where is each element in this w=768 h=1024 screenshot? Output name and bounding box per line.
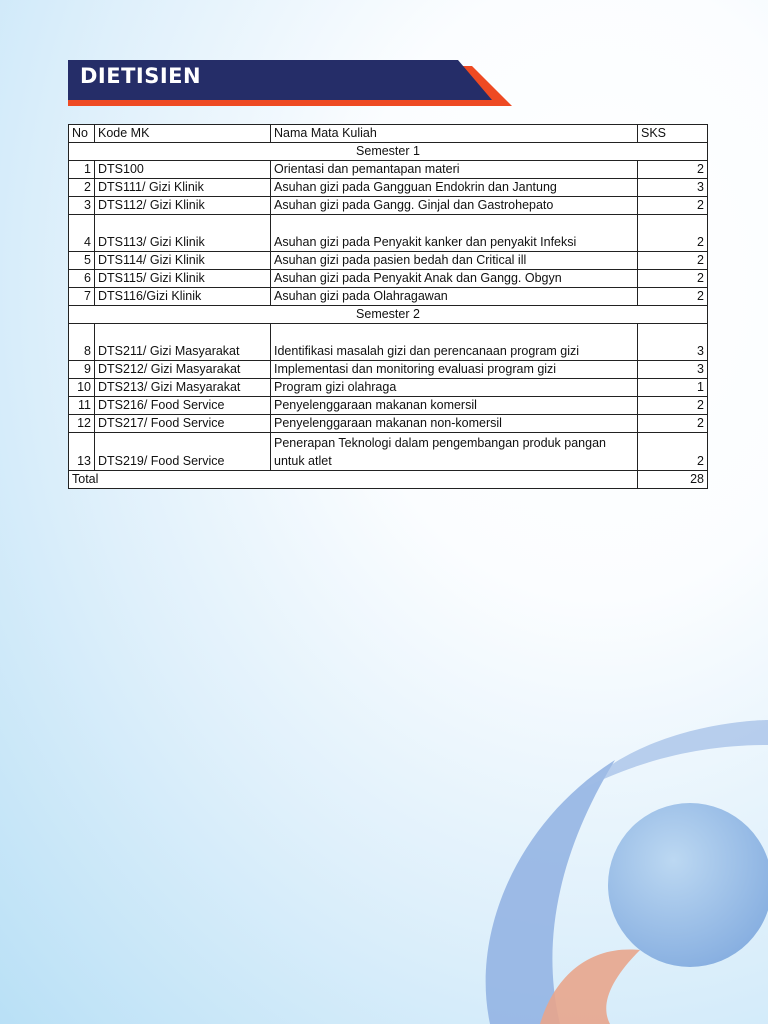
cell-no: 1 <box>69 161 95 179</box>
table-row <box>69 379 708 397</box>
cell-nama: Asuhan gizi pada Gangguan Endokrin dan Jantung <box>271 179 638 197</box>
cell-kode: DTS212/ Gizi Masyarakat <box>95 361 271 379</box>
column-header-kode: Kode MK <box>95 125 271 143</box>
cell-kode: DTS219/ Food Service <box>95 433 271 471</box>
column-header-nama: Nama Mata Kuliah <box>271 125 638 143</box>
table-row <box>69 215 708 252</box>
cell-sks: 2 <box>638 415 708 433</box>
cell-kode: DTS100 <box>95 161 271 179</box>
table-row <box>69 179 708 197</box>
course-table <box>68 124 708 489</box>
cell-nama: Identifikasi masalah gizi dan perencanaan program gizi <box>271 324 638 361</box>
cell-nama: Asuhan gizi pada pasien bedah dan Critical ill <box>271 252 638 270</box>
cell-sks: 2 <box>638 215 708 252</box>
cell-nama: Implementasi dan monitoring evaluasi program gizi <box>271 361 638 379</box>
cell-sks: 2 <box>638 397 708 415</box>
table-row <box>69 361 708 379</box>
cell-nama: Asuhan gizi pada Gangg. Ginjal dan Gastrohepato <box>271 197 638 215</box>
cell-kode: DTS115/ Gizi Klinik <box>95 270 271 288</box>
cell-nama: Penerapan Teknologi dalam pengembangan produk pangan untuk atlet <box>271 433 638 471</box>
cell-kode: DTS114/ Gizi Klinik <box>95 252 271 270</box>
semester-2-label: Semester 2 <box>69 306 708 324</box>
total-sks: 28 <box>638 471 708 489</box>
cell-kode: DTS216/ Food Service <box>95 397 271 415</box>
cell-no: 13 <box>69 433 95 471</box>
total-label: Total <box>69 471 638 489</box>
cell-no: 3 <box>69 197 95 215</box>
cell-kode: DTS217/ Food Service <box>95 415 271 433</box>
table-row <box>69 252 708 270</box>
cell-kode: DTS113/ Gizi Klinik <box>95 215 271 252</box>
cell-sks: 2 <box>638 252 708 270</box>
cell-no: 11 <box>69 397 95 415</box>
cell-no: 8 <box>69 324 95 361</box>
cell-kode: DTS111/ Gizi Klinik <box>95 179 271 197</box>
table-row <box>69 397 708 415</box>
cell-kode: DTS213/ Gizi Masyarakat <box>95 379 271 397</box>
cell-nama: Asuhan gizi pada Penyakit kanker dan penyakit Infeksi <box>271 215 638 252</box>
cell-nama: Penyelenggaraan makanan non-komersil <box>271 415 638 433</box>
cell-no: 12 <box>69 415 95 433</box>
cell-no: 10 <box>69 379 95 397</box>
column-header-sks: SKS <box>638 125 708 143</box>
table-row <box>69 288 708 306</box>
table-header-row <box>69 125 708 143</box>
semester-1-header-row <box>69 143 708 161</box>
table-row <box>69 415 708 433</box>
table-row <box>69 270 708 288</box>
cell-sks: 3 <box>638 324 708 361</box>
table-row <box>69 324 708 361</box>
cell-nama: Program gizi olahraga <box>271 379 638 397</box>
cell-kode: DTS112/ Gizi Klinik <box>95 197 271 215</box>
cell-sks: 2 <box>638 288 708 306</box>
table-row <box>69 197 708 215</box>
cell-no: 5 <box>69 252 95 270</box>
cell-sks: 1 <box>638 379 708 397</box>
cell-nama: Penyelenggaraan makanan komersil <box>271 397 638 415</box>
table-row <box>69 433 708 471</box>
page-title: DIETISIEN <box>80 64 202 88</box>
cell-nama: Asuhan gizi pada Olahragawan <box>271 288 638 306</box>
cell-sks: 2 <box>638 433 708 471</box>
total-row <box>69 471 708 489</box>
semester-2-header-row <box>69 306 708 324</box>
cell-kode: DTS211/ Gizi Masyarakat <box>95 324 271 361</box>
cell-sks: 2 <box>638 197 708 215</box>
column-header-no: No <box>69 125 95 143</box>
table-row <box>69 161 708 179</box>
cell-no: 7 <box>69 288 95 306</box>
cell-no: 4 <box>69 215 95 252</box>
cell-nama: Asuhan gizi pada Penyakit Anak dan Gangg. Obgyn <box>271 270 638 288</box>
cell-no: 9 <box>69 361 95 379</box>
cell-kode: DTS116/Gizi Klinik <box>95 288 271 306</box>
title-banner-graphic <box>0 0 768 115</box>
cell-sks: 3 <box>638 361 708 379</box>
semester-1-label: Semester 1 <box>69 143 708 161</box>
cell-no: 6 <box>69 270 95 288</box>
cell-no: 2 <box>69 179 95 197</box>
cell-sks: 3 <box>638 179 708 197</box>
cell-sks: 2 <box>638 161 708 179</box>
cell-sks: 2 <box>638 270 708 288</box>
cell-nama: Orientasi dan pemantapan materi <box>271 161 638 179</box>
